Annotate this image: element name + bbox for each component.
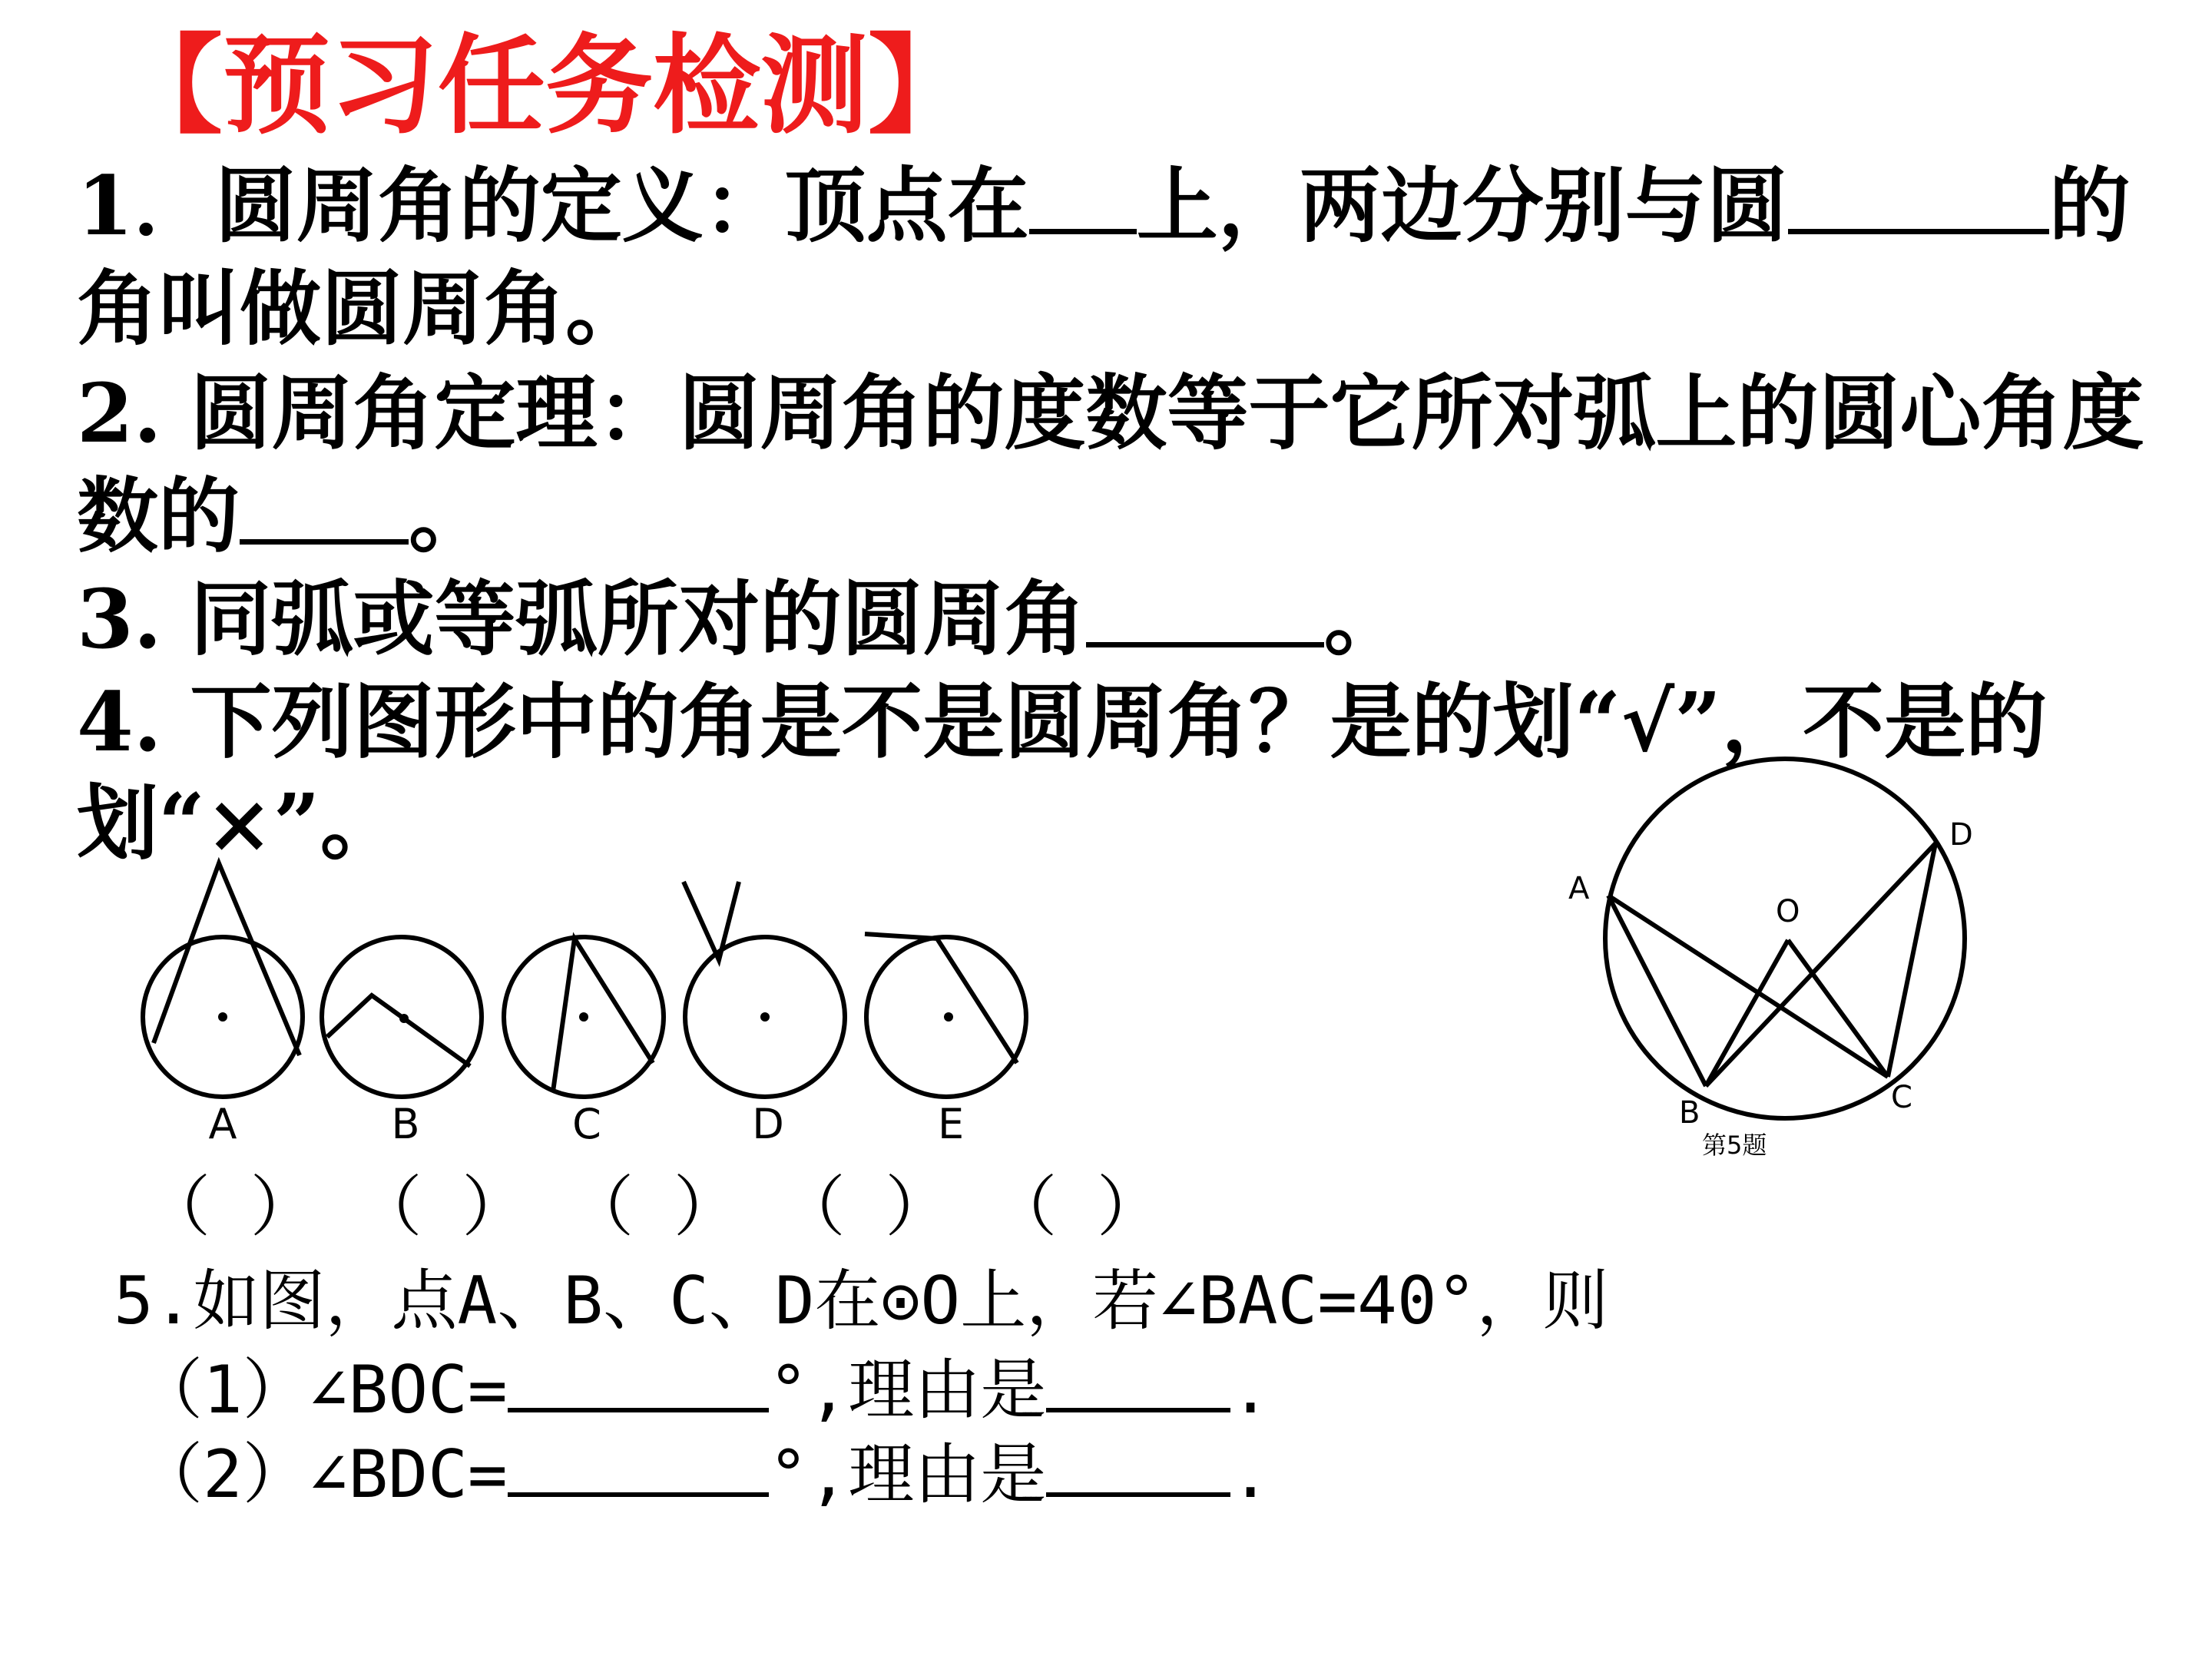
q5-1-blank-reason[interactable] <box>1046 1360 1230 1412</box>
question-4-line-2: 划“×”。 <box>77 775 402 871</box>
q5-2-text-a: （2）∠BDC= <box>137 1436 508 1513</box>
point-label-b: B <box>1679 1095 1700 1131</box>
question-5-line-1: 5.如图，点A、B、C、D在⊙O上，若∠BAC=40°，则 <box>114 1263 1609 1339</box>
point-label-d: D <box>1949 817 1973 853</box>
figure-label-b: B <box>391 1100 420 1148</box>
figure-caption: 第5题 <box>1702 1131 1767 1160</box>
figure-b-center-dot <box>399 1014 409 1023</box>
figure-a-center-dot <box>218 1012 227 1022</box>
figure-label-c: C <box>572 1100 601 1148</box>
question-2-line-1: 2. 圆周角定理：圆周角的度数等于它所对弧上的圆心角度 <box>77 365 2144 461</box>
figure-c-angle <box>553 939 653 1091</box>
q5-figure-circle <box>1605 759 1965 1118</box>
segment-ac <box>1608 896 1888 1077</box>
figure-e-center-dot <box>944 1012 953 1022</box>
q5-2-text-c: . <box>1230 1436 1271 1513</box>
segment-db <box>1706 843 1936 1086</box>
q2-text-b: 。 <box>409 468 490 564</box>
q3-text-b: 。 <box>1323 571 1406 667</box>
slide-title: 【预习任务检测】 <box>115 23 976 149</box>
figure-label-e: E <box>937 1100 965 1148</box>
segment-dc <box>1888 843 1936 1077</box>
point-label-o: O <box>1776 894 1800 929</box>
figure-label-d: D <box>752 1100 784 1148</box>
point-label-c: C <box>1891 1080 1912 1115</box>
segment-oc <box>1788 940 1888 1077</box>
figure-c-center-dot <box>579 1012 588 1022</box>
figure-b-angle <box>327 995 470 1066</box>
point-label-a: A <box>1568 871 1590 906</box>
question-5-line-3 <box>137 1436 1270 1513</box>
answer-brackets: （ ） （ ） （ ） （ ） （ ） <box>144 1169 1163 1246</box>
q1-text-a: 1．圆周角的定义：顶点在 <box>77 157 1029 253</box>
segment-ab <box>1608 896 1706 1086</box>
question-1-line-2: 角叫做圆周角。 <box>77 260 647 356</box>
q5-1-text-b: °,理由是 <box>768 1352 1047 1429</box>
q1-text-c: 的 <box>2048 157 2131 253</box>
q5-2-text-b: °,理由是 <box>768 1436 1047 1513</box>
q5-2-blank-reason[interactable] <box>1046 1445 1230 1497</box>
figure-d-angle <box>684 882 739 960</box>
q5-2-blank-angle[interactable] <box>508 1445 769 1497</box>
question-4-line-1: 4. 下列图形中的角是不是圆周角？是的划“√”，不是的 <box>77 674 2048 770</box>
q3-text-a: 3. 同弧或等弧所对的圆周角 <box>77 571 1086 667</box>
figure-label-a: A <box>208 1100 237 1148</box>
q5-1-text-a: （1）∠BOC= <box>137 1352 508 1429</box>
q5-1-blank-angle[interactable] <box>508 1360 769 1412</box>
figure-d-center-dot <box>760 1012 770 1022</box>
question-5-line-2 <box>137 1352 1270 1429</box>
q1-text-b: 上，两边分别与圆 <box>1136 157 1788 253</box>
q2-text-a: 数的 <box>77 468 240 564</box>
q5-1-text-c: . <box>1230 1352 1271 1429</box>
